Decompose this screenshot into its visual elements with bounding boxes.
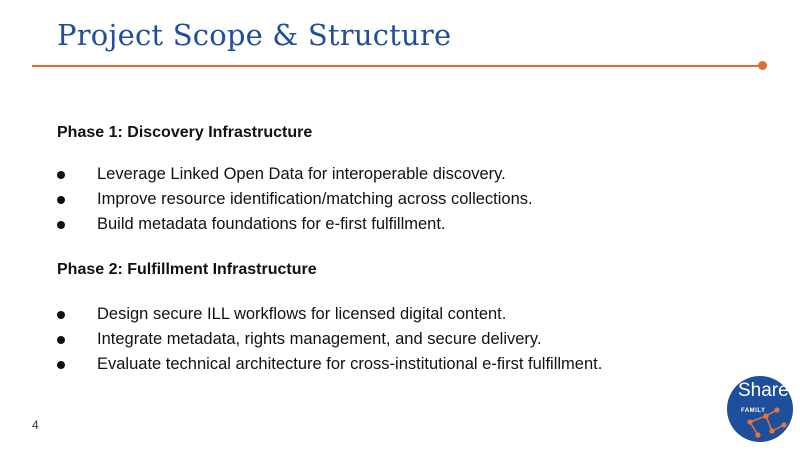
share-family-logo (726, 375, 794, 443)
bullet-text: Evaluate technical architecture for cross-institutional e-first fulfillment. (97, 355, 603, 373)
title-divider (32, 65, 763, 67)
divider-end-dot (758, 61, 767, 70)
bullet-icon (57, 336, 65, 344)
bullet-icon (57, 171, 65, 179)
bullet-icon (57, 196, 65, 204)
logo-wordmark: Share (738, 380, 789, 401)
logo-subtitle: FAMILY (741, 408, 766, 414)
bullet-icon (57, 311, 65, 319)
slide-title: Project Scope & Structure (57, 18, 452, 52)
bullet-text: Integrate metadata, rights management, and secure delivery. (97, 330, 542, 348)
page-number: 4 (32, 418, 39, 432)
bullet-text: Improve resource identification/matching across collections. (97, 190, 533, 208)
bullet-text: Leverage Linked Open Data for interoperable discovery. (97, 165, 506, 183)
bullet-text: Build metadata foundations for e-first fulfillment. (97, 215, 446, 233)
bullet-icon (57, 221, 65, 229)
phase-1-heading: Phase 1: Discovery Infrastructure (57, 124, 313, 141)
bullet-text: Design secure ILL workflows for licensed digital content. (97, 305, 507, 323)
phase-2-heading: Phase 2: Fulfillment Infrastructure (57, 261, 317, 278)
bullet-icon (57, 361, 65, 369)
